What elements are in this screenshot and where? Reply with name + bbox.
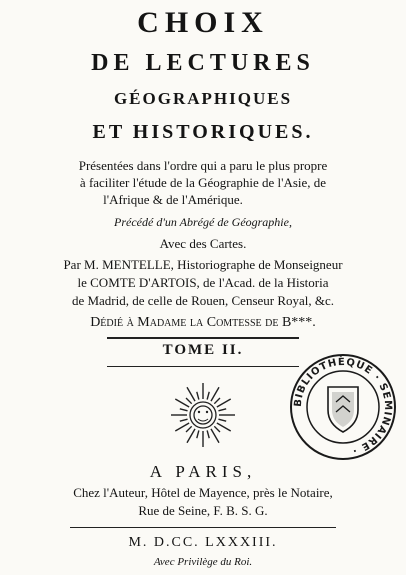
title-line-1: CHOIX [137, 6, 269, 39]
title-line-4: ET HISTORIQUES. [92, 121, 314, 143]
precede-line: Précédé d'un Abrégé de Géographie, [114, 215, 292, 229]
title-line-3: GÉOGRAPHIQUES [113, 89, 293, 108]
presentation-line-3: l'Afrique & de l'Amérique. [103, 192, 243, 207]
date-rule [70, 527, 336, 528]
bottom-rule [107, 366, 299, 367]
presentation-line-1: Présentées dans l'ordre qui a paru le plus propre [78, 158, 328, 173]
presentation-line-2: à faciliter l'étude de la Géographie de l'Asie, de [79, 175, 327, 190]
library-stamp [288, 352, 398, 462]
imprint-line-1: Chez l'Auteur, Hôtel de Mayence, près le Notaire, [73, 485, 333, 500]
author-line-3: de Madrid, de celle de Rouen, Censeur Royal, &c. [71, 293, 335, 308]
stamp-text: BIBLIOTHÈQUE · SEMINAIRE · [292, 356, 394, 457]
imprint-city: A PARIS, [149, 462, 257, 481]
privilege-line: Avec Privilège du Roi. [153, 556, 253, 568]
imprint-line-2: Rue de Seine, F. B. S. G. [138, 503, 268, 518]
imprint-date: M. D.CC. LXXXIII. [128, 535, 278, 550]
title-line-2: DE LECTURES [91, 50, 315, 76]
author-line-2: le COMTE D'ARTOIS, de l'Acad. de la Historia [77, 275, 329, 290]
author-line-1: Par M. MENTELLE, Historiographe de Monseigneur [63, 257, 343, 272]
tome-label: TOME II. [162, 342, 244, 358]
top-rule [107, 337, 299, 339]
dedication-line: Dédié à Madame la Comtesse de B***. [90, 315, 316, 330]
cartes-line: Avec des Cartes. [159, 236, 247, 251]
sun-ornament-icon [158, 375, 248, 455]
